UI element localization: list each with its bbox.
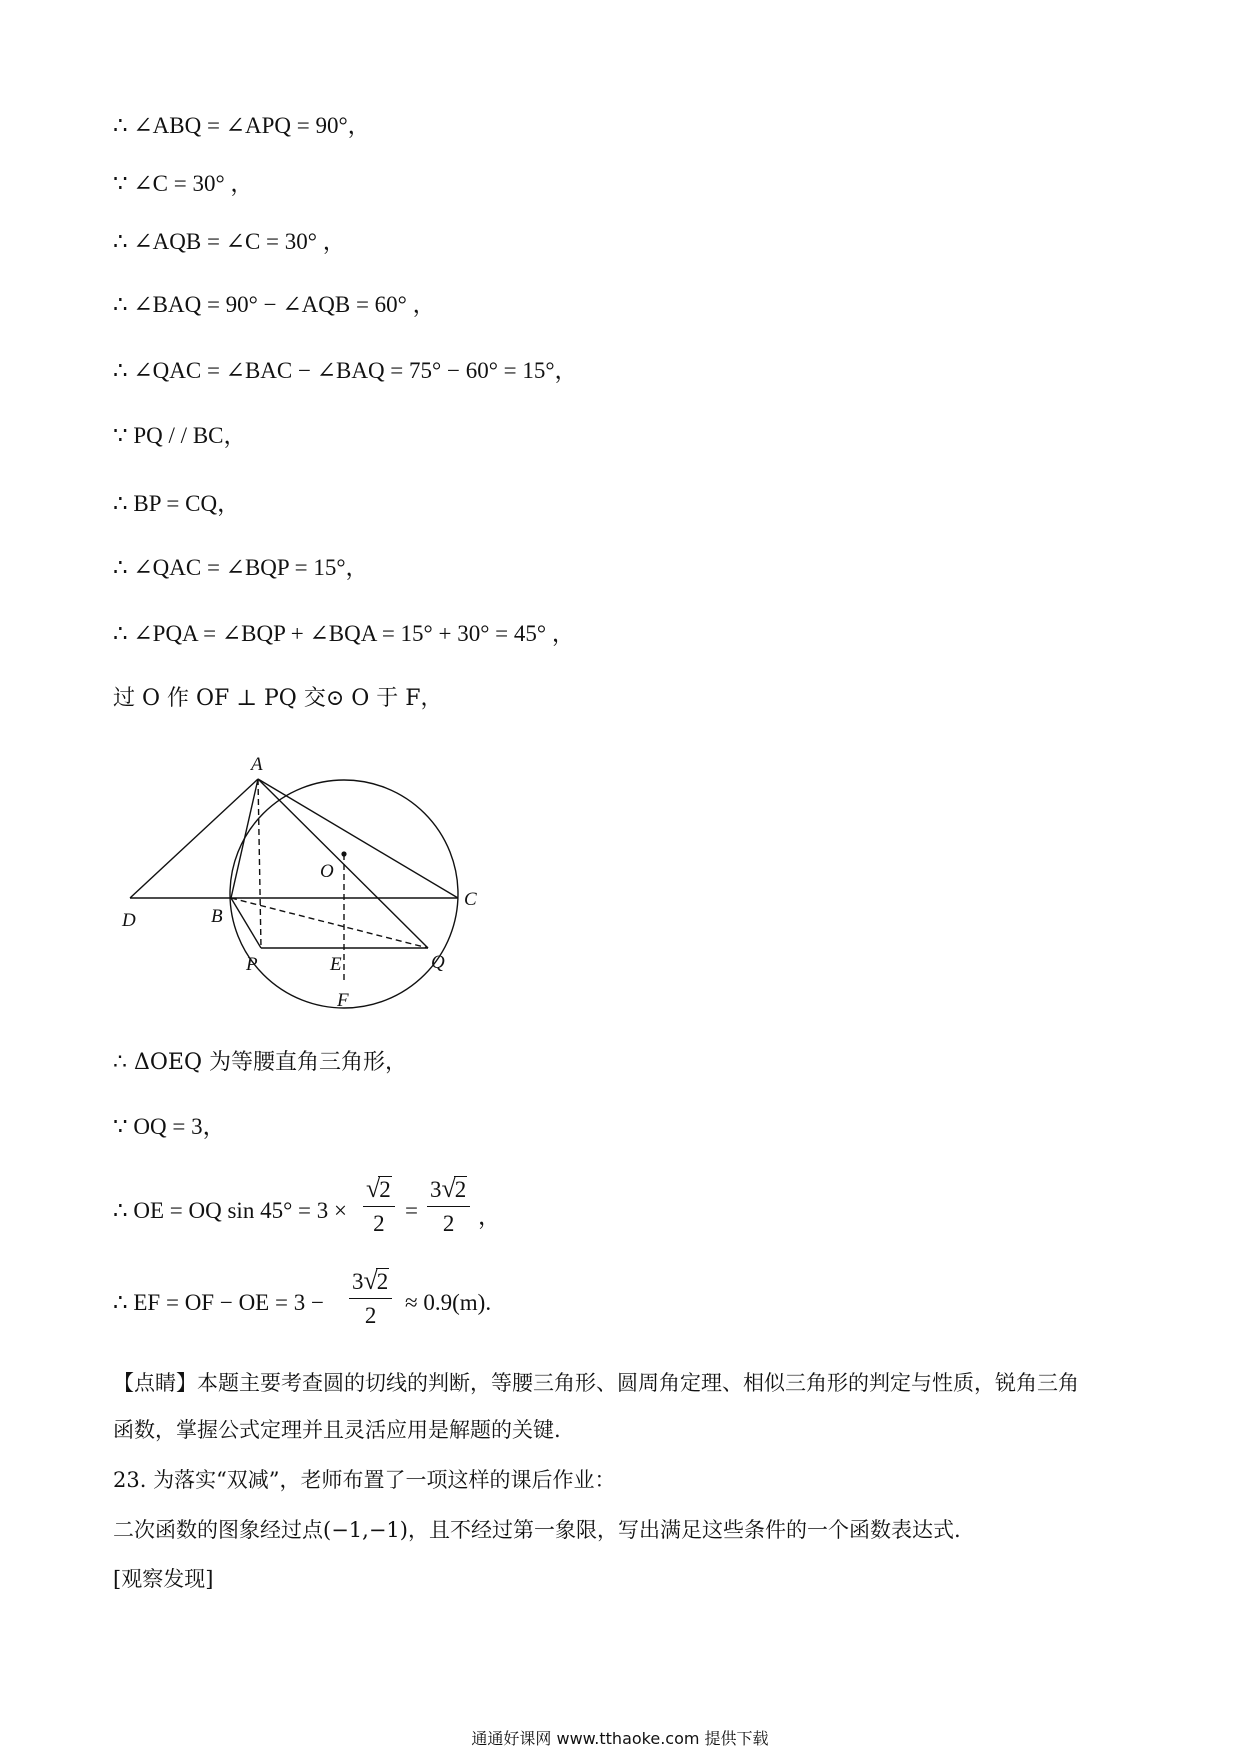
segment-bp <box>231 898 261 948</box>
segment-da <box>130 779 258 898</box>
label-a: A <box>251 754 263 775</box>
label-q: Q <box>431 952 445 973</box>
comment-line-2: 函数，掌握公式定理并且灵活应用是解题的关键. <box>113 1418 561 1442</box>
oe-frac1-num: 2 <box>379 1177 391 1202</box>
problem-23-line-2: 二次函数的图象经过点(−1,−1)，且不经过第一象限，写出满足这些条件的一个函数表达式. <box>113 1518 961 1542</box>
geometry-figure <box>110 740 510 1015</box>
label-e: E <box>330 954 342 975</box>
label-f: F <box>337 990 349 1011</box>
oe-tail: ， <box>478 1204 501 1229</box>
ef-frac-num: 2 <box>376 1269 389 1294</box>
segment-aq <box>258 779 428 948</box>
center-point-o <box>341 851 346 856</box>
oe-eq: = <box>405 1198 418 1223</box>
label-p: P <box>246 954 258 975</box>
label-b: B <box>211 906 223 927</box>
after-line-1: ∴ ΔOEQ 为等腰直角三角形， <box>113 1050 408 1075</box>
footer-source: 通通好课网 www.tthaoke.com 提供下载 <box>471 1729 769 1748</box>
proof-line-1: ∴ ∠ABQ = ∠APQ = 90°， <box>113 113 371 138</box>
segment-ab <box>231 779 258 898</box>
segment-ac <box>258 779 458 898</box>
proof-line-4: ∴ ∠BAQ = 90° − ∠AQB = 60° ， <box>113 292 436 317</box>
oe-frac1-den: 2 <box>373 1211 385 1236</box>
after-line-2: ∵ OQ = 3， <box>113 1114 226 1139</box>
oe-frac2-coef: 3 <box>430 1177 442 1202</box>
proof-line-3: ∴ ∠AQB = ∠C = 30° ， <box>113 229 346 254</box>
ef-frac-coef: 3 <box>352 1269 364 1294</box>
problem-23-section-header: [观察发现] <box>113 1567 214 1591</box>
proof-line-2: ∵ ∠C = 30° ， <box>113 171 254 196</box>
oe-lhs: ∴ OE = OQ sin 45° = 3 × <box>113 1198 347 1223</box>
oe-fraction-2: $\frac{3√2}{2}$ <box>427 1174 470 1237</box>
segment-ap-dashed <box>258 779 261 948</box>
ef-lhs: ∴ EF = OF − OE = 3 − <box>113 1290 324 1315</box>
ef-tail: ≈ 0.9(m). <box>405 1290 492 1315</box>
oe-fraction-1: $\frac{√2}{2}$ <box>363 1174 395 1237</box>
proof-line-10: 过 O 作 OF ⊥ PQ 交⊙ O 于 F， <box>113 686 443 711</box>
proof-line-5: ∴ ∠QAC = ∠BAC − ∠BAQ = 75° − 60° = 15°， <box>113 358 578 383</box>
ef-line <box>113 1266 713 1346</box>
label-d: D <box>122 910 136 931</box>
oe-frac2-den: 2 <box>442 1211 455 1236</box>
comment-line-1: 【点睛】本题主要考查圆的切线的判断，等腰三角形、圆周角定理、相似三角形的判定与性质，锐角三角 <box>113 1371 1079 1395</box>
oe-frac2-num: 2 <box>454 1177 467 1202</box>
label-c: C <box>464 889 477 910</box>
ef-frac-den: 2 <box>364 1303 377 1328</box>
proof-line-6: ∵ PQ / / BC， <box>113 423 247 448</box>
problem-23-line-1: 23. 为落实“双减”，老师布置了一项这样的课后作业： <box>113 1468 616 1492</box>
proof-line-8: ∴ ∠QAC = ∠BQP = 15°， <box>113 555 369 580</box>
label-o: O <box>320 861 334 882</box>
proof-line-7: ∴ BP = CQ， <box>113 491 241 516</box>
ef-fraction: $\frac{3√2}{2}$ <box>349 1266 392 1329</box>
oe-line <box>113 1174 713 1254</box>
proof-line-9: ∴ ∠PQA = ∠BQP + ∠BQA = 15° + 30° = 45° ， <box>113 621 575 646</box>
